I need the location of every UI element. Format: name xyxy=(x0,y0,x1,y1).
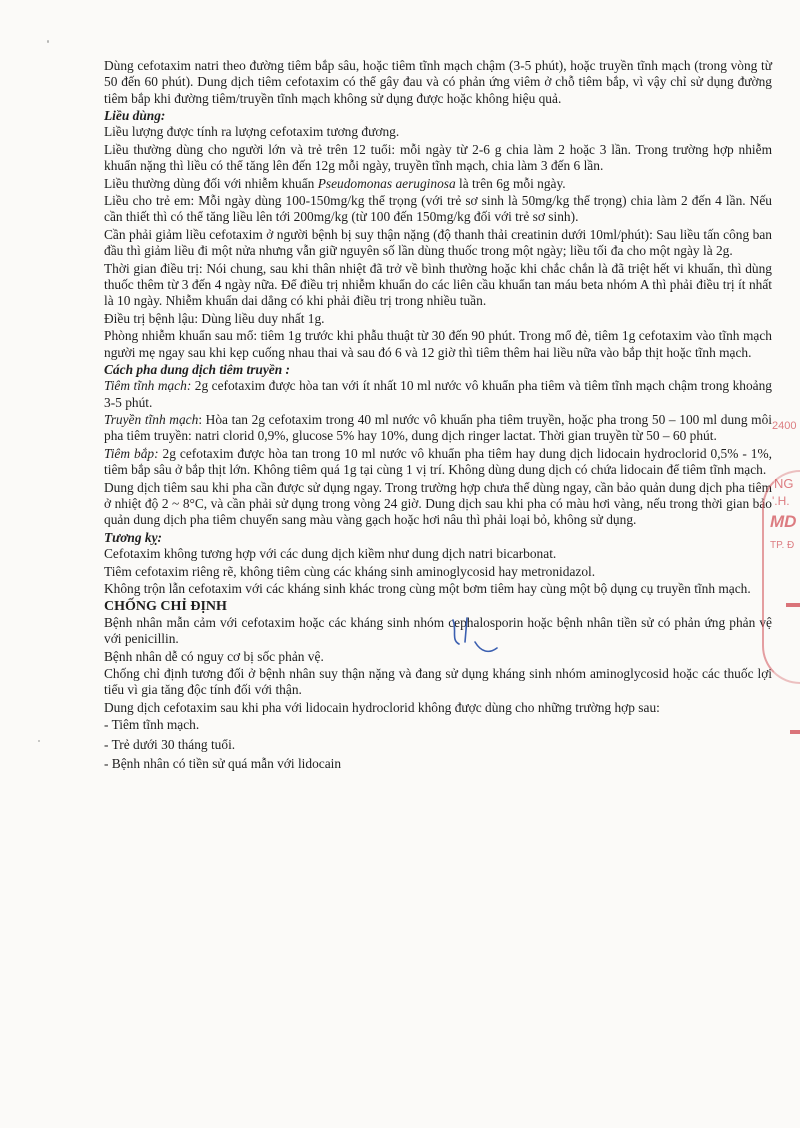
paragraph-storage: Dung dịch tiêm sau khi pha cần được sử dụng ngay. Trong trường hợp chưa thể dùng ngay, cần bảo quản dung dịch pha tiêm ở nhiệt độ 2 ~ 8°C, và cần phải sử dụng trong vòng 24 giờ. Dung dịch sau khi pha có màu hơi vàng, nếu trong thời gian bảo quản dung dịch pha tiêm chuyển sang màu vàng gạch hoặc hơi nâu thì phải loại bỏ, không sử dụng. xyxy=(104,479,772,528)
stamp-fragment: NG xyxy=(774,476,794,491)
paragraph-iv-injection xyxy=(104,378,772,411)
heading-preparation: Cách pha dung dịch tiêm truyền : xyxy=(104,362,291,378)
paragraph-equivalent-dose: Liều lượng được tính ra lượng cefotaxim tương đương. xyxy=(104,124,400,140)
paragraph-child-dose: Liều cho trẻ em: Mỗi ngày dùng 100-150mg/kg thể trọng (với trẻ sơ sinh là 50mg/kg thể trọng) chia làm 2 đến 4 lần. Nếu cần thiết thì có thể tăng liều lên tới 200mg/kg (từ 100 đến 150mg/kg đối với trẻ sơ sinh). xyxy=(104,193,772,225)
paragraph-separate-injection: Tiêm cefotaxim riêng rẽ, không tiêm cùng các kháng sinh aminoglycosid hay metronidazol. xyxy=(104,563,596,579)
list-item: - Tiêm tĩnh mạch. xyxy=(104,717,200,733)
paragraph-relative-contraindication: Chống chỉ định tương đối ở bệnh nhân suy thận nặng và đang sử dụng kháng sinh nhóm aminoglycosid hoặc các thuốc lợi tiểu vì gia tăng độc tính đối với thận. xyxy=(104,666,772,698)
list-item: - Bệnh nhân có tiền sử quá mẫn với lidocain xyxy=(104,755,342,771)
iv-infusion-text: : Hòa tan 2g cefotaxim trong 40 ml nước vô khuẩn pha tiêm truyền, hoặc pha trong 50 – 100 ml dung môi pha tiêm truyền: natri clorid 0,9%, glucose 5% hay 10%, dung dịch ringer lactat. Thời gian truyền từ 50 – 60 phút. xyxy=(104,412,772,444)
paragraph-adult-dose: Liều thường dùng cho người lớn và trẻ trên 12 tuổi: mỗi ngày từ 2-6 g chia làm 2 hoặc 3 lần. Trong trường hợp nhiễm khuẩn nặng thì liều có thể tăng lên đến 12g mỗi ngày, truyền tĩnh mạch, chia làm 3 đến 6 lần. xyxy=(104,141,772,174)
paragraph-pseudomonas-dose xyxy=(104,176,772,192)
pseudomonas-text-before: Liều thường dùng đối với nhiễm khuẩn xyxy=(104,175,318,191)
paragraph-alkaline-incompatibility: Cefotaxim không tương hợp với các dung dịch kiềm như dung dịch natri bicarbonat. xyxy=(104,546,557,562)
paragraph-no-mixing: Không trộn lẫn cefotaxim với các kháng sinh khác trong cùng một bơm tiêm hay cùng một bộ dụng cụ truyền tĩnh mạch. xyxy=(104,581,751,597)
paragraph-anaphylaxis-risk: Bệnh nhân dễ có nguy cơ bị sốc phản vệ. xyxy=(104,648,324,664)
paragraph-hypersensitivity: Bệnh nhân mẫn cảm với cefotaxim hoặc các kháng sinh nhóm cephalosporin hoặc bệnh nhân tiền sử có phản ứng phản vệ với penicillin. xyxy=(104,614,772,647)
stamp-fragment: 2400 xyxy=(772,420,797,432)
paragraph-treatment-duration: Thời gian điều trị: Nói chung, sau khi thân nhiệt đã trở về bình thường hoặc khi chắc chắn là đã triệt hết vi khuẩn, thì dùng thuốc thêm từ 3 đến 4 ngày nữa. Để điều trị nhiễm khuẩn do các liên cầu khuẩn tan máu beta nhóm A thì phải điều trị ít nhất là 10 ngày. Nhiễm khuẩn dai dẳng có khi phải điều trị trong nhiều tuần. xyxy=(104,260,772,309)
paragraph-renal-dose: Cần phải giảm liều cefotaxim ở người bệnh bị suy thận nặng (độ thanh thải creatinin dưới 10ml/phút): Sau liều tấn công ban đầu thì giảm liều đi một nửa nhưng vẫn giữ nguyên số lần dùng thuốc trong một ngày; liều tối đa cho một ngày là 2g. xyxy=(104,226,772,259)
iv-injection-text: 2g cefotaxim được hòa tan với ít nhất 10 ml nước vô khuẩn pha tiêm và tiêm tĩnh mạch chậm trong khoảng 3-5 phút. xyxy=(104,378,772,410)
paragraph-iv-infusion xyxy=(104,412,772,445)
im-injection-text: 2g cefotaxim được hòa tan trong 10 ml nước vô khuẩn pha tiêm hay dung dịch lidocain hydroclorid 0,5% - 1%, tiêm bắp sâu ở bắp thịt lớn. Không tiêm quá 1g tại cùng 1 vị trí. Không dùng dung dịch có chứa lidocain để tiêm tĩnh mạch. xyxy=(104,445,773,478)
pseudomonas-species-name: Pseudomonas aeruginosa xyxy=(317,175,456,191)
heading-dosage: Liều dùng: xyxy=(104,108,166,124)
pseudomonas-text-after: là trên 6g mỗi ngày. xyxy=(455,175,566,191)
section-contraindications: CHỐNG CHỈ ĐỊNH xyxy=(104,598,227,614)
handwritten-pen-mark xyxy=(445,612,505,662)
heading-incompatibility: Tương kỵ: xyxy=(104,529,162,545)
paragraph-im-injection xyxy=(104,446,772,479)
paragraph-gonorrhea: Điều trị bệnh lậu: Dùng liều duy nhất 1g. xyxy=(104,310,325,326)
document-body xyxy=(104,58,772,775)
stamp-fragment: '.H. xyxy=(772,494,790,508)
iv-infusion-label: Truyền tĩnh mạch xyxy=(104,412,199,428)
stamp-mark xyxy=(790,730,800,734)
scan-speck xyxy=(38,740,40,742)
paragraph-administration: Dùng cefotaxim natri theo đường tiêm bắp sâu, hoặc tiêm tĩnh mạch chậm (3-5 phút), hoặc truyền tĩnh mạch (trong vòng từ 50 đến 60 phút). Dung dịch tiêm cefotaxim có thể gây đau và có phản ứng viêm ở chỗ tiêm bắp, vì vậy chỉ sử dụng đường tiêm bắp khi đường tiêm/truyền tĩnh mạch không sử dụng được hoặc không hiệu quả. xyxy=(104,58,772,106)
im-injection-label: Tiêm bắp: xyxy=(104,445,159,461)
stamp-mark xyxy=(786,603,800,607)
iv-injection-label: Tiêm tĩnh mạch: xyxy=(104,378,192,394)
paragraph-surgical-prophylaxis: Phòng nhiễm khuẩn sau mổ: tiêm 1g trước khi phẫu thuật từ 30 đến 90 phút. Trong mổ đẻ, tiêm 1g cefotaxim vào tĩnh mạch người mẹ ngay sau khi kẹp cuống nhau thai và sau đó 6 và 12 giờ thì tiêm thêm hai liều nữa vào bắp thịt hoặc tĩnh mạch. xyxy=(104,328,772,360)
stamp-fragment: MD xyxy=(770,512,797,531)
scan-speck xyxy=(47,40,49,43)
stamp-fragment: TP. Đ xyxy=(770,540,795,551)
list-item: - Trẻ dưới 30 tháng tuổi. xyxy=(104,736,236,752)
paragraph-lidocaine-restrictions: Dung dịch cefotaxim sau khi pha với lidocain hydroclorid không được dùng cho những trường hợp sau: xyxy=(104,699,660,715)
